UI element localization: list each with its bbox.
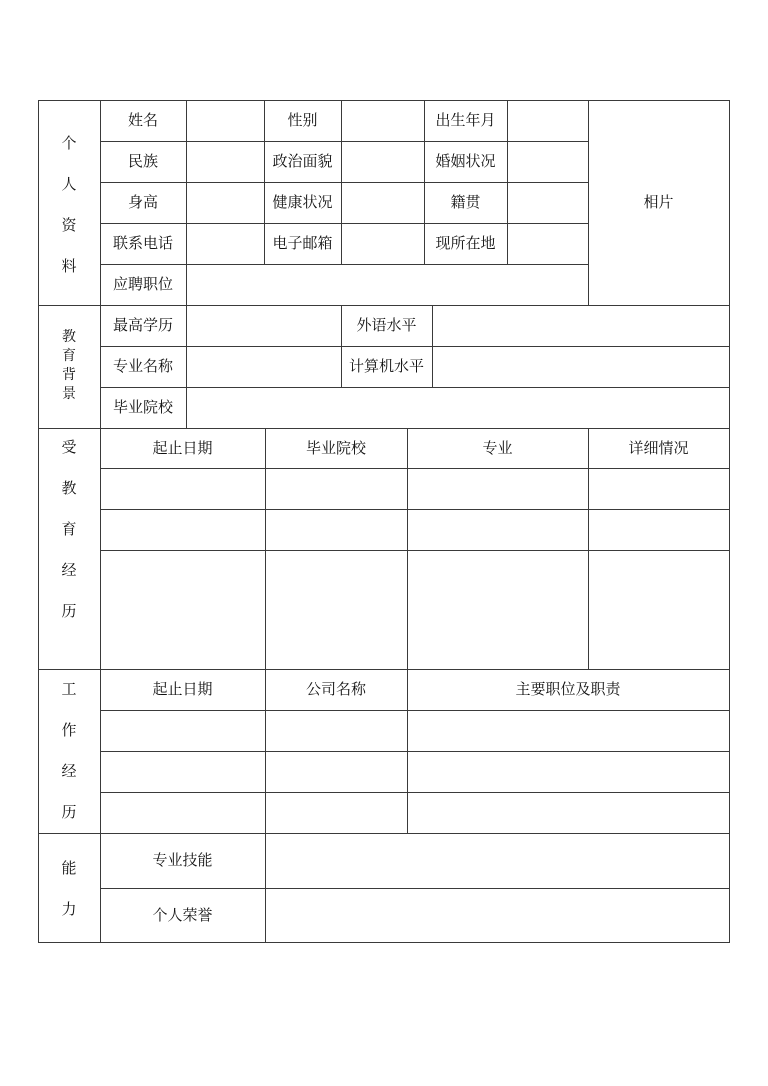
marital-field[interactable] (508, 142, 588, 182)
degree-field[interactable] (187, 306, 341, 346)
label-language (341, 305, 432, 346)
header-edu-school (265, 428, 407, 468)
header-text: 详细情况 (628, 438, 689, 457)
section-char: 能 (61, 859, 77, 877)
label-position (100, 264, 186, 305)
header-text: 专业 (482, 438, 513, 457)
section-char: 力 (61, 900, 77, 918)
label-health (264, 182, 341, 223)
label-text: 最高学历 (112, 316, 173, 334)
label-major (100, 346, 186, 387)
position-field[interactable] (187, 265, 588, 305)
honors-field[interactable] (266, 889, 729, 942)
photo-label: 相片 (643, 193, 674, 211)
label-text: 健康状况 (272, 193, 333, 211)
label-text: 电子邮箱 (272, 234, 333, 252)
label-marital (424, 141, 507, 182)
label-gender (264, 100, 341, 141)
height-field[interactable] (187, 183, 264, 223)
label-school (100, 387, 186, 428)
label-text: 现所在地 (435, 234, 496, 252)
label-text: 籍贯 (450, 193, 481, 211)
label-phone (100, 223, 186, 264)
header-edu-details (588, 428, 729, 468)
header-text: 主要职位及职责 (515, 680, 621, 698)
label-name (100, 100, 186, 141)
label-degree (100, 305, 186, 346)
grid-line (100, 792, 730, 793)
header-edu-dates (100, 428, 265, 468)
header-text: 起止日期 (152, 438, 213, 457)
section-char: 料 (61, 257, 77, 275)
section-char: 作 (61, 721, 77, 739)
label-text: 民族 (127, 152, 158, 170)
section-char: 经 (61, 561, 77, 579)
section-label-personal (38, 136, 100, 274)
label-email (264, 223, 341, 264)
ethnicity-field[interactable] (187, 142, 264, 182)
grid-line (100, 468, 730, 469)
grid-line (100, 509, 730, 510)
label-address (424, 223, 507, 264)
section-label-education-bg (38, 330, 100, 401)
skills-field[interactable] (266, 834, 729, 888)
section-char: 历 (61, 803, 77, 821)
header-text: 公司名称 (305, 680, 366, 698)
label-text: 身高 (127, 193, 158, 211)
section-char: 景 (62, 386, 76, 402)
label-text: 个人荣誉 (152, 905, 213, 924)
section-char: 人 (61, 175, 77, 193)
label-text: 出生年月 (435, 111, 496, 129)
section-char: 个 (61, 134, 77, 152)
photo-box[interactable] (588, 100, 729, 305)
header-text: 毕业院校 (305, 438, 366, 457)
grid-line (729, 100, 730, 943)
label-text: 毕业院校 (112, 398, 173, 416)
language-field[interactable] (433, 306, 729, 346)
label-text: 婚姻状况 (435, 152, 496, 170)
header-work-company (265, 669, 407, 710)
label-text: 联系电话 (112, 234, 173, 252)
label-computer (341, 346, 432, 387)
label-native-place (424, 182, 507, 223)
grid-line (100, 751, 730, 752)
major-field[interactable] (187, 347, 341, 387)
section-char: 教 (61, 479, 77, 497)
label-text: 专业名称 (112, 357, 173, 375)
section-label-work (38, 682, 100, 820)
section-label-ability (38, 861, 100, 917)
header-text: 起止日期 (152, 680, 213, 698)
birth-field[interactable] (508, 101, 588, 141)
label-text: 计算机水平 (348, 357, 424, 375)
header-work-dates (100, 669, 265, 710)
school-field[interactable] (187, 388, 729, 428)
label-text: 性别 (287, 111, 318, 129)
grid-line (100, 550, 730, 551)
name-field[interactable] (187, 101, 264, 141)
label-text: 政治面貌 (272, 152, 333, 170)
label-height (100, 182, 186, 223)
section-char: 背 (62, 367, 76, 383)
section-label-education-history (38, 440, 100, 619)
section-char: 历 (61, 602, 77, 620)
section-char: 资 (61, 216, 77, 234)
label-text: 应聘职位 (112, 275, 173, 293)
label-text: 专业技能 (152, 851, 213, 869)
section-char: 教 (62, 329, 76, 345)
section-char: 受 (61, 438, 77, 456)
gender-field[interactable] (342, 101, 424, 141)
section-char: 育 (61, 520, 77, 538)
label-honors (100, 888, 265, 942)
grid-line (100, 710, 730, 711)
section-char: 育 (62, 348, 76, 364)
label-text: 外语水平 (356, 316, 417, 334)
section-char: 经 (61, 762, 77, 780)
health-field[interactable] (342, 183, 424, 223)
header-work-duties (407, 669, 729, 710)
native-place-field[interactable] (508, 183, 588, 223)
section-char: 工 (61, 680, 77, 698)
label-ethnicity (100, 141, 186, 182)
label-skills (100, 833, 265, 888)
computer-field[interactable] (433, 347, 729, 387)
label-text: 姓名 (127, 111, 158, 129)
address-field[interactable] (508, 224, 588, 264)
label-birth (424, 100, 507, 141)
grid-line (38, 942, 730, 943)
email-field[interactable] (342, 224, 424, 264)
phone-field[interactable] (187, 224, 264, 264)
label-political (264, 141, 341, 182)
header-edu-major (407, 428, 588, 468)
political-field[interactable] (342, 142, 424, 182)
